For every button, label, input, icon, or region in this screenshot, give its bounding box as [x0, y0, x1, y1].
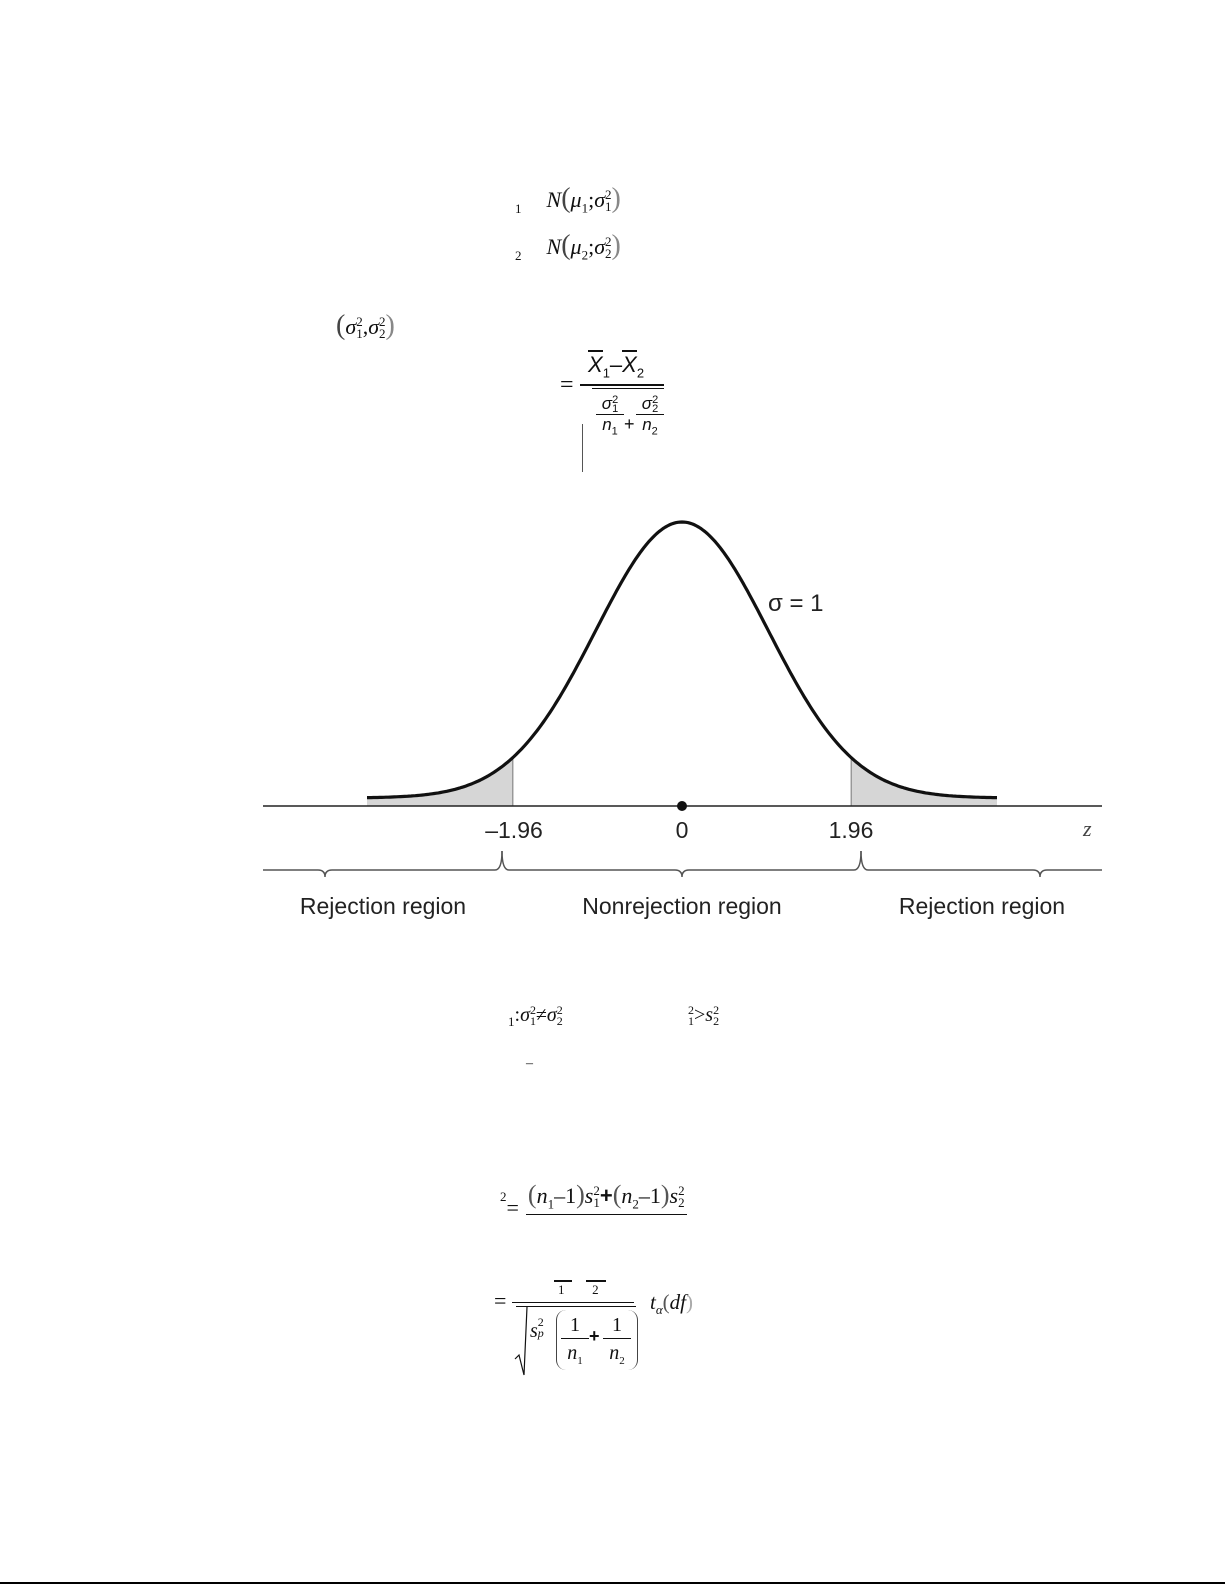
sample-variance-comparison: [688, 1002, 719, 1027]
sigma-1: σ: [520, 1004, 530, 1026]
sigma-2: σ: [546, 1004, 557, 1026]
mu-symbol: μ: [570, 234, 582, 259]
t-denominator: [530, 1314, 544, 1342]
greater-than: >: [694, 1004, 706, 1026]
minus-one: –1: [638, 1183, 661, 1208]
paren: (: [612, 1180, 622, 1209]
right-paren: ): [686, 1290, 694, 1314]
sigma-symbol: σ: [594, 234, 606, 259]
n: n: [602, 415, 612, 434]
critical-label-right: 1.96: [828, 817, 874, 843]
mean-point: [677, 801, 687, 811]
left-region-brace: [263, 851, 502, 877]
density-curve: [367, 522, 997, 798]
sigma-2: σ: [368, 314, 380, 339]
mu-subscript: 1: [581, 200, 589, 216]
h1-subscript: 1: [508, 1014, 515, 1029]
df: df: [669, 1290, 687, 1314]
equals-sign: =: [506, 1195, 519, 1220]
sup: 2: [713, 1002, 720, 1017]
one: 1: [603, 1312, 631, 1339]
sub: 1: [688, 1013, 694, 1028]
mu-subscript: 2: [581, 247, 589, 263]
x2-bar: X: [622, 352, 637, 377]
sigma-symbol: σ: [594, 187, 606, 212]
sqrt-hook: [514, 1307, 528, 1377]
t-fraction-bar: [512, 1302, 634, 1303]
plus-sign: +: [624, 414, 635, 434]
right-paren: ): [611, 230, 621, 261]
sub: 2: [652, 402, 659, 415]
one-over-n1: [561, 1312, 589, 1374]
sigma: σ: [641, 394, 653, 413]
equals-sign: =: [560, 372, 574, 398]
x1-sub: 1: [602, 365, 610, 381]
n1-den: [561, 1339, 589, 1374]
n: n: [609, 1342, 620, 1364]
numerator-2: 2: [586, 1280, 606, 1298]
sup: 2: [379, 314, 386, 329]
plus-sign: +: [599, 1183, 613, 1208]
left-paren: (: [662, 1290, 670, 1314]
normal-symbol: N: [546, 187, 562, 212]
minus-one: –1: [554, 1183, 577, 1208]
x2-sub: 2: [636, 365, 645, 381]
sub: 1: [593, 1195, 600, 1210]
s-scripts: [537, 1314, 544, 1340]
sub: 1: [612, 402, 619, 415]
paren: (: [527, 1180, 537, 1209]
sup: 2: [529, 1002, 536, 1017]
t-statistic-formula: [494, 1276, 724, 1386]
s2: s: [669, 1183, 679, 1208]
n: n: [642, 415, 652, 434]
left-paren: (: [336, 310, 346, 341]
equals-sign: =: [494, 1288, 507, 1313]
n-sub: 1: [577, 1355, 583, 1367]
sigma-sup: 2: [605, 234, 612, 249]
critical-label-left: –1.96: [485, 817, 543, 843]
paren: ): [576, 1180, 585, 1209]
right-paren: ): [611, 183, 621, 214]
population-index: 1: [515, 201, 522, 216]
paren: ): [660, 1180, 670, 1209]
sup: 2: [688, 1002, 694, 1017]
n-sub: 2: [651, 425, 658, 438]
sigma-2-scripts: [556, 1002, 563, 1028]
sup: 2: [678, 1183, 685, 1198]
n-sub: 1: [611, 425, 618, 438]
middle-region-brace: [502, 851, 861, 877]
sigma: σ: [601, 394, 613, 413]
sub: 2: [713, 1013, 720, 1028]
sup: 2: [612, 393, 619, 406]
sup: 2: [652, 393, 659, 406]
colon: :: [514, 1004, 521, 1026]
sigma-sup: 2: [605, 187, 612, 202]
sigma-sub: 1: [605, 199, 612, 214]
sub: 1: [356, 326, 363, 341]
plus-sign: +: [589, 1326, 600, 1346]
numerator-1: 1: [554, 1280, 572, 1298]
s1: s: [584, 1183, 594, 1208]
dash-fragment: –: [526, 1056, 533, 1071]
comma: ,: [362, 314, 369, 339]
alpha-sub: α: [655, 1302, 663, 1318]
pooled-sup: 2: [500, 1189, 507, 1204]
sub: 2: [556, 1013, 563, 1028]
left-paren: (: [561, 183, 571, 214]
t-numerator: [554, 1280, 606, 1298]
right-rejection-label: Rejection region: [898, 893, 1066, 919]
pooled-numerator: [526, 1180, 687, 1215]
normal-symbol: N: [546, 234, 562, 259]
sub: 1: [529, 1013, 536, 1028]
s2-scripts: [713, 1002, 720, 1028]
left-paren: (: [561, 230, 571, 261]
sub: 2: [678, 1195, 685, 1210]
s-symbol: s: [705, 1004, 714, 1026]
minus-sign: –: [609, 352, 623, 377]
sigma-sub: 2: [605, 246, 612, 261]
critical-t-value: [650, 1290, 693, 1318]
t-symbol: t: [650, 1290, 656, 1314]
z-axis-label: z: [1083, 816, 1092, 841]
sup: 2: [537, 1314, 544, 1329]
one-over-n2: [603, 1312, 631, 1374]
nonrejection-label: Nonrejection region: [582, 893, 782, 919]
n1: n: [536, 1183, 548, 1208]
separator: ;: [588, 187, 595, 212]
pooled-variance-formula: [500, 1180, 687, 1220]
s-symbol: s: [530, 1320, 538, 1342]
sup: 2: [556, 1002, 563, 1017]
population-index: 2: [515, 248, 522, 263]
right-paren: ): [385, 310, 395, 341]
sigma-label: σ = 1: [768, 590, 824, 617]
n1-sub: 1: [547, 1196, 555, 1212]
x1-bar: X: [588, 352, 603, 377]
sub: 2: [379, 326, 386, 341]
sigma-1: σ: [345, 314, 357, 339]
n-sub: 2: [619, 1355, 625, 1367]
one: 1: [561, 1312, 589, 1339]
s2-scripts: [678, 1185, 685, 1209]
right-region-brace: [861, 851, 1102, 877]
separator: ;: [588, 234, 595, 259]
sub: p: [537, 1325, 544, 1340]
n2: n: [621, 1183, 633, 1208]
n2-den: [603, 1339, 631, 1374]
alternative-hypothesis: [508, 1002, 563, 1030]
sup: 2: [356, 314, 363, 329]
n2-sub: 2: [632, 1196, 639, 1212]
inner-fractions: [556, 1310, 638, 1370]
not-equal: ≠: [535, 1004, 547, 1026]
left-rejection-label: Rejection region: [299, 893, 467, 919]
sup: 2: [593, 1183, 600, 1198]
mu-symbol: μ: [570, 187, 582, 212]
page-bottom-rule: [0, 1582, 1225, 1584]
n: n: [567, 1342, 578, 1364]
mean-label: 0: [675, 817, 689, 843]
